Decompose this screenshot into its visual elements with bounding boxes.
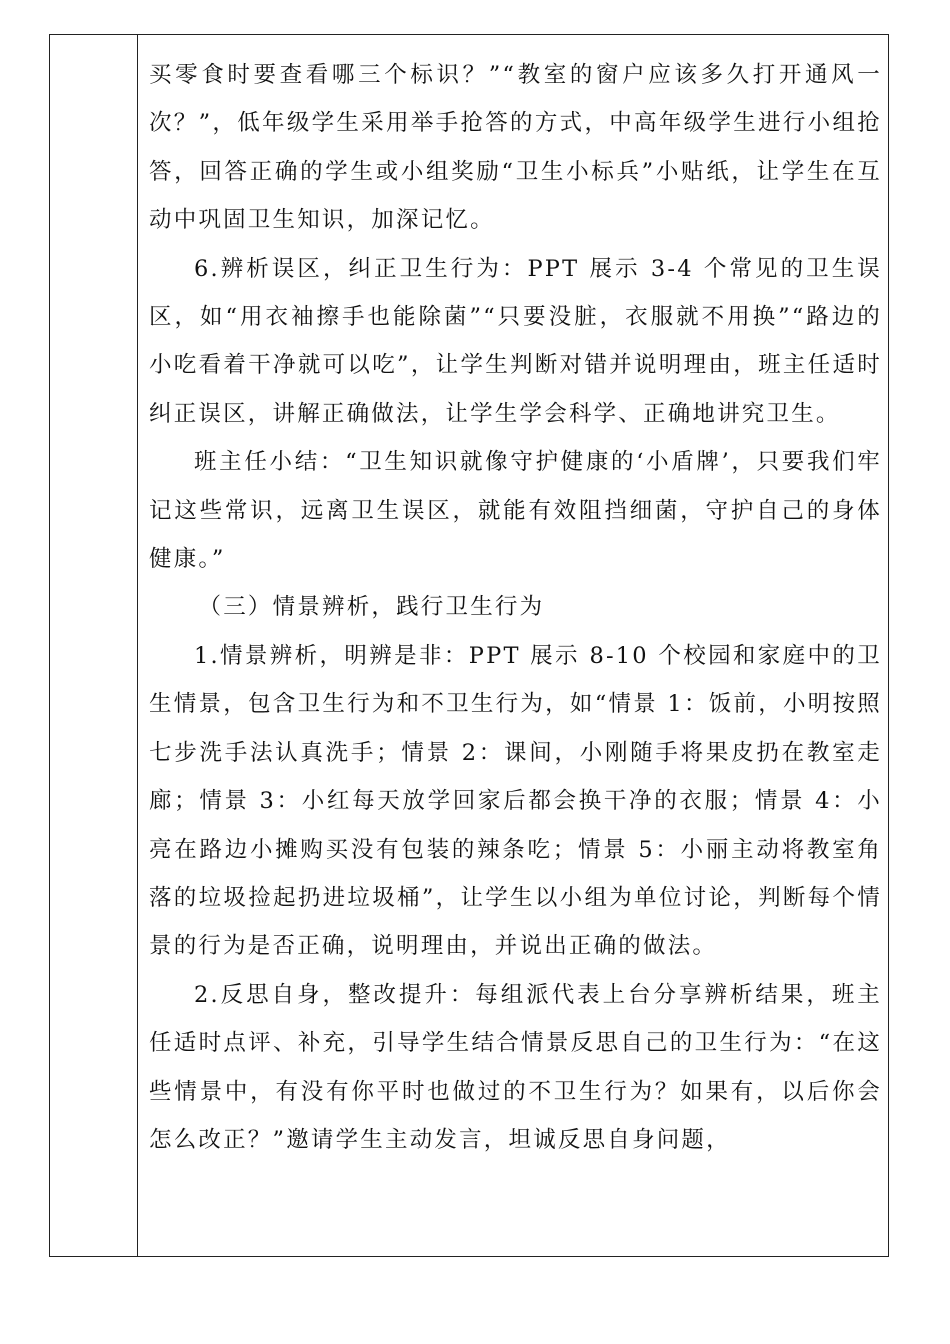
paragraph-scenario-analysis: 1.情景辨析，明辨是非：PPT 展示 8-10 个校园和家庭中的卫生情景，包含卫生行为和不卫生行为，如“情景 1：饭前，小明按照七步洗手法认真洗手；情景 2：课间，小刚随手将果皮扔在教室走廊；情景 3：小红每天放学回家后都会换干净的衣服；情景 4：小亮在路边小摊购买没有包装的辣条吃；情景 5：小丽主动将教室角落的垃圾捡起扔进垃圾桶”，让学生以小组为单位讨论，判断每个情景的行为是否正确，说明理由，并说出正确的做法。	[149, 642, 882, 960]
document-table	[49, 34, 889, 1257]
paragraph-self-reflection: 2.反思自身，整改提升：每组派代表上台分享辨析结果，班主任适时点评、补充，引导学生结合情景反思自己的卫生行为：“在这些情景中，有没有你平时也做过的不卫生行为？如果有，以后你会怎么改正？”邀请学生主动发言，坦诚反思自身问题，	[149, 981, 882, 1153]
paragraph-misconceptions: 6.辨析误区，纠正卫生行为：PPT 展示 3-4 个常见的卫生误区，如“用衣袖擦手也能除菌”“只要没脏，衣服就不用换”“路边的小吃看着干净就可以吃”，让学生判断对错并说明理由，班主任适时纠正误区，讲解正确做法，让学生学会科学、正确地讲究卫生。	[149, 255, 882, 427]
table-left-column	[50, 35, 138, 1256]
table-content-cell	[139, 35, 888, 1256]
paragraph-continued-quiz: 买零食时要查看哪三个标识？”“教室的窗户应该多久打开通风一次？”，低年级学生采用举手抢答的方式，中高年级学生进行小组抢答，回答正确的学生或小组奖励“卫生小标兵”小贴纸，让学生在互动中巩固卫生知识，加深记忆。	[149, 62, 882, 234]
section-heading: （三）情景辨析，践行卫生行为	[198, 594, 545, 621]
paragraph-teacher-summary: 班主任小结：“卫生知识就像守护健康的‘小盾牌’，只要我们牢记这些常识，远离卫生误区，就能有效阻挡细菌，守护自己的身体健康。”	[149, 449, 882, 573]
